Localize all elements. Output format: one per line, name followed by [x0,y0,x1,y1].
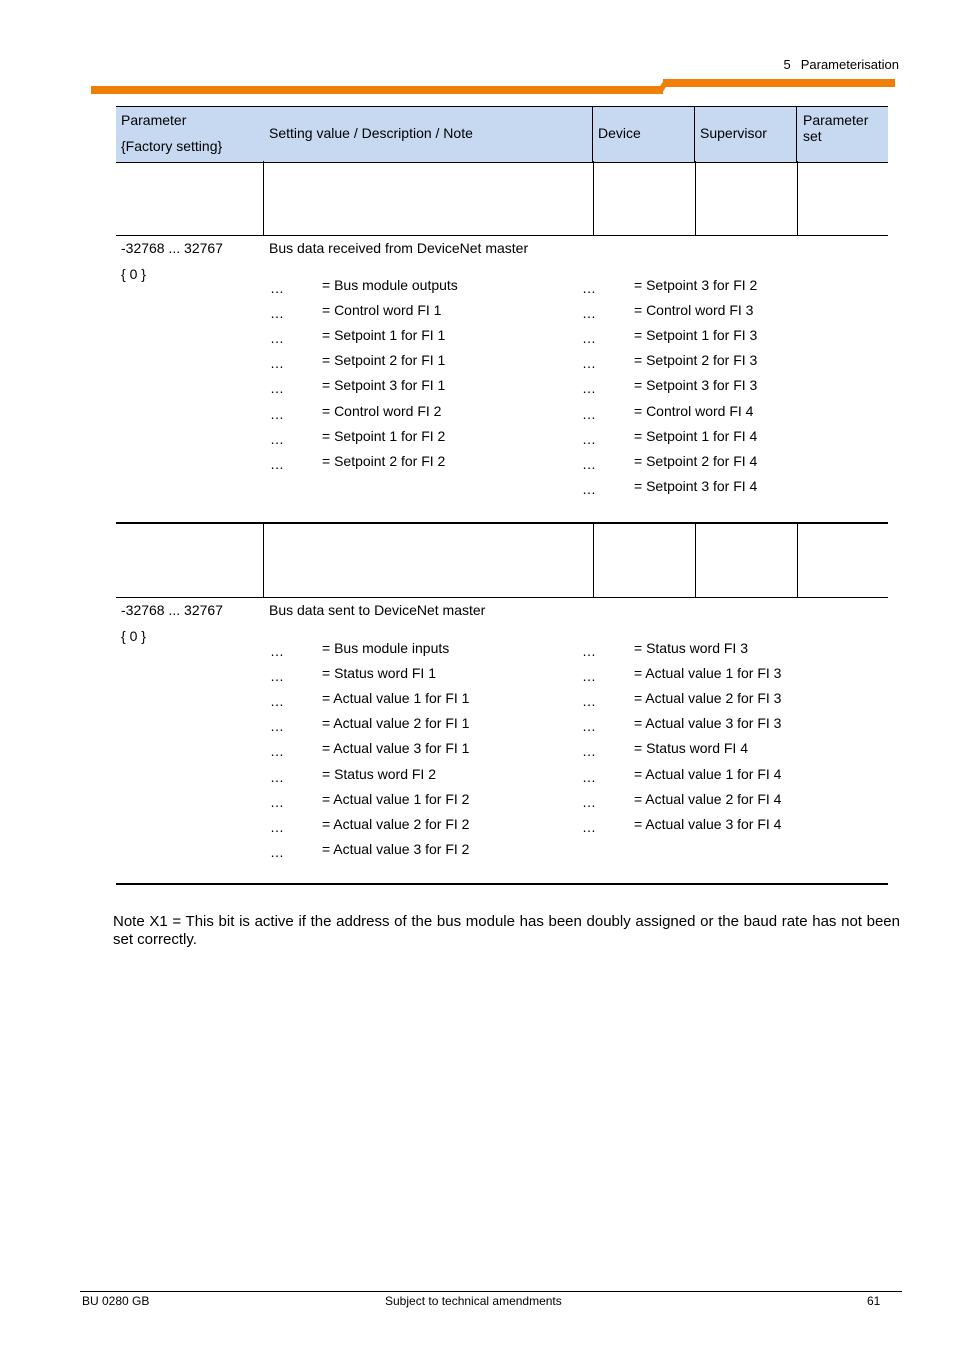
header-factory-setting: {Factory setting} [121,138,223,154]
item-dots: … [270,643,284,659]
row1-divider-b [593,161,594,236]
block2-bottom-rule [116,883,888,885]
list-item: = Setpoint 3 for FI 1 [322,377,446,394]
header-divider-1 [592,107,593,162]
block2-range: -32768 ... 32767 [121,602,223,618]
list-item: = Actual value 1 for FI 1 [322,690,470,707]
row1-divider-c [695,161,696,236]
block2-description: Bus data sent to DeviceNet master [269,602,486,618]
item-dots: … [582,743,596,760]
list-item: = Setpoint 2 for FI 4 [634,452,758,469]
list-item: = Actual value 1 for FI 3 [634,665,782,682]
footer-rule [80,1291,902,1292]
item-dots: … [582,430,596,447]
item-dots: … [270,405,284,422]
list-item: = Actual value 3 for FI 1 [322,740,470,757]
list-item: = Actual value 1 for FI 2 [322,790,470,807]
item-dots: … [582,280,596,296]
list-item: = Actual value 2 for FI 4 [634,790,782,807]
header-divider-3 [796,107,797,162]
item-dots: … [582,405,596,422]
block1-default: { 0 } [121,266,146,282]
block1-range: -32768 ... 32767 [121,240,223,256]
row2-divider-a [263,523,264,598]
item-dots: … [270,718,284,735]
item-dots: … [582,718,596,735]
list-item: = Setpoint 2 for FI 1 [322,352,446,369]
item-dots: … [582,768,596,785]
list-item: = Status word FI 3 [634,640,748,656]
item-dots: … [582,380,596,397]
list-item: = Status word FI 1 [322,665,436,682]
list-item: = Control word FI 1 [322,302,442,319]
row2-divider-d [797,523,798,598]
header-device: Device [598,125,641,141]
item-dots: … [270,455,284,472]
item-dots: … [582,643,596,659]
item-dots: … [582,330,596,347]
block2-default: { 0 } [121,628,146,644]
list-item: = Setpoint 2 for FI 3 [634,352,758,369]
row1-separator [116,235,888,236]
row2-divider-c [695,523,696,598]
row1-divider-d [797,161,798,236]
item-dots: … [270,305,284,322]
chapter-title: Parameterisation [800,57,899,72]
header-parameter: Parameter [121,112,187,128]
list-item: = Control word FI 3 [634,302,754,319]
footer-center-text: Subject to technical amendments [385,1294,562,1308]
item-dots: … [270,355,284,372]
list-item: = Setpoint 3 for FI 3 [634,377,758,394]
list-item: = Actual value 2 for FI 2 [322,815,470,832]
header-parameter-set-line2: set [803,128,822,144]
item-dots: … [270,280,284,296]
item-dots: … [582,305,596,322]
note-x1: Note X1 = This bit is active if the address of the bus module has been doubly assigned or the baud rate has not been set correctly. [113,913,900,948]
list-item: = Setpoint 1 for FI 4 [634,427,758,444]
list-item: = Setpoint 3 for FI 2 [634,277,758,293]
block1-bottom-rule [116,522,888,524]
header-parameter-set-line1: Parameter [803,112,869,128]
list-item: = Setpoint 1 for FI 1 [322,327,446,344]
list-item: = Actual value 1 for FI 4 [634,765,782,782]
list-item: = Setpoint 1 for FI 2 [322,427,446,444]
header-setting-value: Setting value / Description / Note [269,125,473,141]
accent-bar-left [91,86,663,94]
item-dots: … [582,355,596,372]
item-dots: … [582,455,596,472]
item-dots: … [270,430,284,447]
item-dots: … [270,743,284,760]
item-dots: … [270,693,284,710]
item-dots: … [270,818,284,835]
item-dots: … [582,668,596,685]
list-item: = Control word FI 4 [634,402,754,419]
item-dots: … [582,693,596,710]
item-dots: … [270,843,284,860]
list-item: = Setpoint 3 for FI 4 [634,477,758,494]
footer-doc-id: BU 0280 GB [82,1294,150,1308]
header-supervisor: Supervisor [700,125,767,141]
item-dots: … [270,380,284,397]
list-item: = Bus module outputs [322,277,458,293]
header-parameter-set [803,112,868,144]
chapter-heading [783,57,899,72]
list-item: = Setpoint 2 for FI 2 [322,452,446,469]
block1-description: Bus data received from DeviceNet master [269,240,529,256]
table-header [116,106,888,163]
item-dots: … [582,818,596,835]
row2-divider-b [593,523,594,598]
footer-page-number: 61 [867,1294,881,1308]
list-item: = Bus module inputs [322,640,450,656]
list-item: = Actual value 3 for FI 3 [634,715,782,732]
chapter-number: 5 [783,57,791,72]
list-item: = Status word FI 4 [634,740,748,757]
list-item: = Setpoint 1 for FI 3 [634,327,758,344]
item-dots: … [270,668,284,685]
list-item: = Control word FI 2 [322,402,442,419]
item-dots: … [270,793,284,810]
accent-bar-right [663,79,895,87]
item-dots: … [582,480,596,497]
list-item: = Actual value 2 for FI 3 [634,690,782,707]
header-divider-2 [694,107,695,162]
row1-divider-a [263,161,264,236]
item-dots: … [270,330,284,347]
item-dots: … [270,768,284,785]
list-item: = Actual value 2 for FI 1 [322,715,470,732]
item-dots: … [582,793,596,810]
list-item: = Actual value 3 for FI 4 [634,815,782,832]
list-item: = Status word FI 2 [322,765,436,782]
row2-separator [116,597,888,598]
list-item: = Actual value 3 for FI 2 [322,840,470,857]
